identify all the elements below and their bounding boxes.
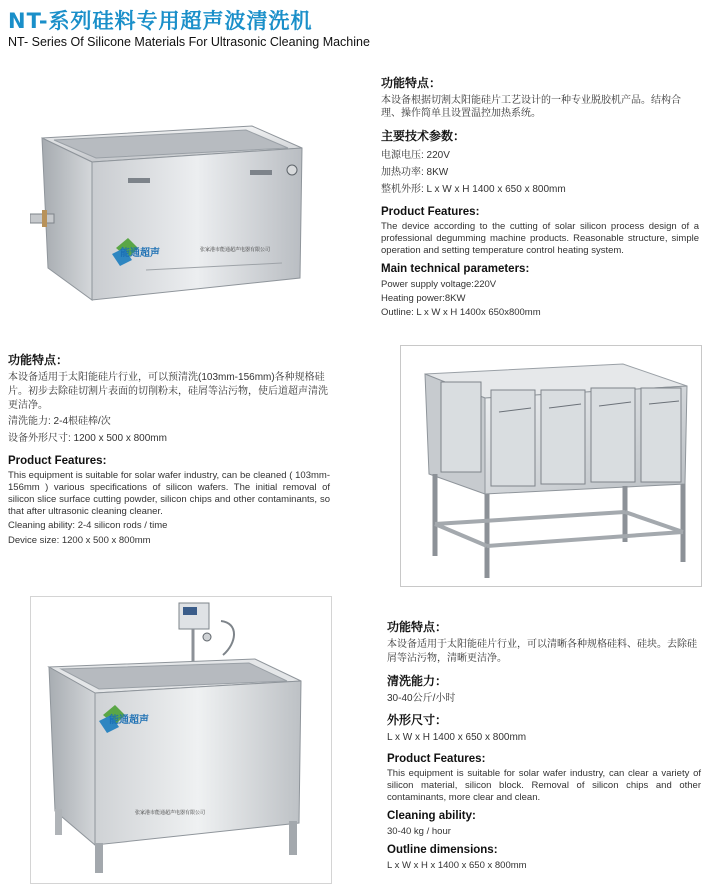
s3-func-text: 本设备适用于太阳能硅片行业，可以清晰各种规格硅料、硅块。去除硅屑等沾污物，清晰更洁净。 — [387, 639, 697, 664]
s3-cap-title: 清洗能力： — [387, 674, 448, 688]
s1-en-outline: Outline: L x W x H 1400x 650x800mm — [381, 307, 541, 318]
page-title-en: NT- Series Of Silicone Materials For Ultrasonic Cleaning Machine — [8, 35, 370, 49]
s2-en-cap: Cleaning ability: 2-4 silicon rods / time — [8, 520, 168, 531]
s1-pf-text: The device according to the cutting of solar silicon process design of a professional degumming machine products. Reasonable structure, simple operation and setting temperature control heating system. — [381, 221, 699, 256]
s1-param-power: 加热功率: 8KW — [381, 167, 449, 178]
s3-cap-text: 30-40公斤/小时 — [387, 693, 456, 704]
s3-func-title: 功能特点： — [387, 620, 448, 634]
s3-od-title: Outline dimensions: — [387, 844, 498, 856]
s3-ca-text: 30-40 kg / hour — [387, 826, 451, 837]
s2-en-size: Device size: 1200 x 500 x 800mm — [8, 535, 151, 546]
s3-size-text: L x W x H 1400 x 650 x 800mm — [387, 732, 527, 743]
s2-pf-text: This equipment is suitable for solar wafer industry, can be cleaned ( 103mm-156mm ) various specifications of silicon wafers. The initial removal of silicon slice surface cutting powder, silicon chips and other contaminants, so that after ultrasonic cleaning cleaner. — [8, 470, 330, 517]
machine-1-plate: 张家港市能通超声电器有限公司 — [200, 247, 271, 253]
s2-func-title: 功能特点： — [8, 353, 69, 367]
machine-3-photo — [30, 596, 332, 884]
machine-3-plate: 张家港市能通超声电器有限公司 — [135, 810, 206, 816]
section-3-text — [387, 618, 701, 872]
section-1-text — [381, 74, 699, 320]
s1-param-voltage: 电源电压: 220V — [381, 150, 450, 161]
s1-func-text: 本设备根据切割太阳能硅片工艺设计的一种专业脱胶机产品。结构合理、操作简单且设置温控加热系统。 — [381, 95, 681, 119]
machine-1-photo — [30, 108, 320, 308]
s1-params-title: 主要技术参数： — [381, 129, 466, 143]
page-title-cn: NT-系列硅料专用超声波清洗机 — [8, 9, 313, 33]
s1-param-outline: 整机外形: L x W x H 1400 x 650 x 800mm — [381, 184, 566, 195]
s1-en-power: Heating power:8KW — [381, 293, 466, 304]
machine-2-photo — [400, 345, 702, 587]
machine-1-logo: 能通超声 — [120, 248, 160, 259]
s3-size-title: 外形尺寸： — [387, 713, 448, 727]
s1-mt-title: Main technical parameters: — [381, 263, 530, 275]
s1-pf-title: Product Features: — [381, 206, 480, 218]
s2-size: 设备外形尺寸: 1200 x 500 x 800mm — [8, 433, 167, 444]
s2-func-text: 本设备适用于太阳能硅片行业，可以预清洗(103mm-156mm)各种规格硅片。初步去除硅切割片表面的切削粉末，硅屑等沾污物，使后道超声清洗更洁净。 — [8, 372, 328, 411]
s1-func-title: 功能特点： — [381, 76, 442, 90]
s2-cap: 清洗能力: 2-4根硅棒/次 — [8, 416, 111, 427]
section-2-text — [8, 351, 330, 548]
s1-en-voltage: Power supply voltage:220V — [381, 279, 497, 290]
s3-od-text: L x W x H x 1400 x 650 x 800mm — [387, 860, 527, 871]
machine-3-logo: 能通超声 — [109, 715, 149, 726]
s3-pf-title: Product Features: — [387, 753, 486, 765]
s3-pf-text: This equipment is suitable for solar wafer industry, can clear a variety of silicon material, silicon block. Removal of silicon chips and other contaminants, more clear and clean. — [387, 768, 701, 803]
s2-pf-title: Product Features: — [8, 455, 107, 467]
s3-ca-title: Cleaning ability: — [387, 810, 476, 822]
